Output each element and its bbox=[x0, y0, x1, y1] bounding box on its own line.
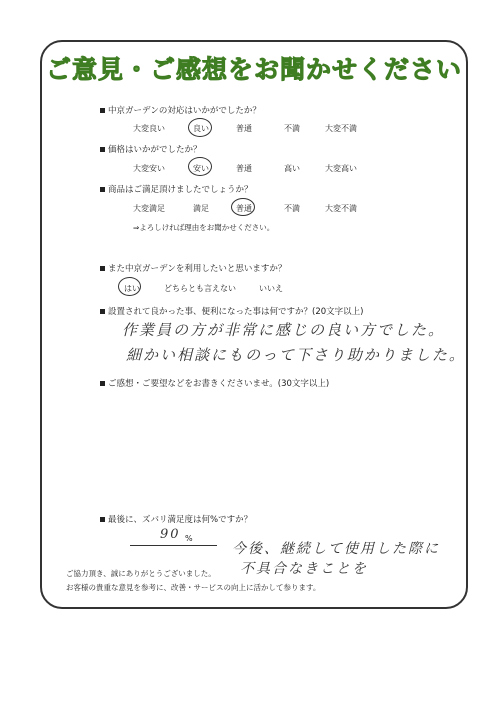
option-satisfied: 満足 bbox=[193, 204, 209, 213]
bullet-square-icon bbox=[100, 108, 105, 113]
option-good: 良い bbox=[193, 124, 209, 133]
percent-unit: % bbox=[185, 534, 193, 543]
selected-circle-mark bbox=[188, 118, 212, 137]
footer-thanks: ご協力頂き、誠にありがとうございました。 bbox=[66, 569, 216, 578]
handwritten-comment-line2: 不具合なきことを bbox=[240, 561, 368, 577]
bullet-square-icon bbox=[100, 266, 105, 271]
option-expensive: 高い bbox=[284, 164, 300, 173]
bullet-square-icon bbox=[100, 309, 105, 314]
handwritten-answer-line2: 細かい相談にものって下さり助かりました。 bbox=[126, 346, 466, 364]
option-cheap: 安い bbox=[193, 164, 209, 173]
question-feedback: ご感想・ご要望などをお書きくださいませ。(30文字以上) bbox=[100, 377, 329, 389]
option-very-satisfied: 大変満足 bbox=[133, 204, 165, 213]
option-very-dissatisfied: 大変不満 bbox=[325, 204, 357, 213]
answer-underline bbox=[130, 545, 217, 546]
handwritten-comment-line1: 今後、継続して使用した際に bbox=[232, 541, 440, 557]
option-very-expensive: 大変高い bbox=[325, 164, 357, 173]
option-very-good: 大変良い bbox=[133, 124, 165, 133]
option-normal: 普通 bbox=[236, 204, 252, 213]
question-reuse: また中京ガーデンを利用したいと思いますか？ bbox=[100, 262, 286, 274]
question-satisfaction: 最後に、ズバリ満足度は何%ですか？ bbox=[100, 513, 252, 525]
page-title: ご意見・ご感想をお聞かせください bbox=[45, 55, 462, 84]
option-yes: はい bbox=[124, 284, 140, 293]
question-price: 価格はいかがでしたか？ bbox=[100, 143, 202, 155]
selected-circle-mark bbox=[231, 198, 255, 216]
option-dissatisfied: 不満 bbox=[284, 204, 300, 213]
option-neutral: どちらとも言えない bbox=[164, 284, 236, 293]
option-dissatisfied: 不満 bbox=[284, 124, 300, 133]
question-service: 中京ガーデンの対応はいかがでしたか？ bbox=[100, 104, 261, 116]
selected-circle-mark bbox=[118, 277, 141, 296]
bullet-square-icon bbox=[100, 381, 105, 386]
option-very-cheap: 大変安い bbox=[133, 164, 165, 173]
bullet-square-icon bbox=[100, 147, 105, 152]
option-no: いいえ bbox=[259, 284, 283, 293]
question-product: 商品はご満足頂けましたでしょうか？ bbox=[100, 183, 253, 195]
reason-prompt: ⇒よろしければ理由をお聞かせください。 bbox=[133, 223, 275, 232]
handwritten-answer-line1: 作業員の方が非常に感じの良い方でした。 bbox=[122, 321, 446, 339]
footer-improvement: お客様の貴重な意見を参考に、改善・サービスの向上に活かして参ります。 bbox=[66, 583, 321, 592]
option-normal: 普通 bbox=[236, 164, 252, 173]
selected-circle-mark bbox=[188, 157, 212, 176]
question-benefits: 設置されて良かった事、便利になった事は何ですか？(20文字以上) bbox=[100, 305, 363, 317]
satisfaction-value: 90 bbox=[160, 527, 181, 542]
option-very-dissatisfied: 大変不満 bbox=[325, 124, 357, 133]
option-normal: 普通 bbox=[236, 124, 252, 133]
bullet-square-icon bbox=[100, 187, 105, 192]
bullet-square-icon bbox=[100, 517, 105, 522]
